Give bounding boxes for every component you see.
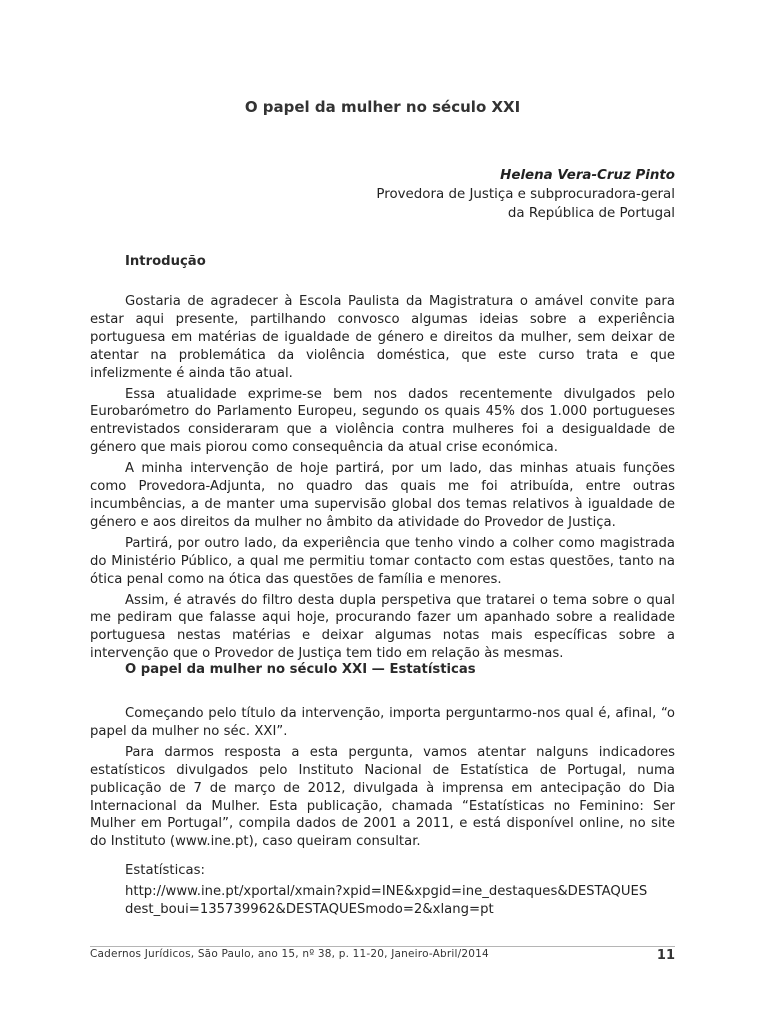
section-heading-introducao: Introdução (125, 254, 206, 269)
author-role-line-1: Provedora de Justiça e subprocuradora-geral (376, 187, 675, 202)
document-page (90, 0, 675, 1024)
section-heading-estatisticas: O papel da mulher no século XXI — Estatísticas (125, 662, 476, 677)
paragraph: Essa atualidade exprime-se bem nos dados recentemente divulgados pelo Eurobarómetro do Parlamento Europeu, segundo os quais 45% dos 1.000 portugueses entrevistados consideraram que a violência contra mulheres foi a desigualdade de género que mais piorou como consequência da atual crise económica. (90, 386, 675, 456)
footer-divider (90, 946, 675, 947)
document-title: O papel da mulher no século XXI (244, 98, 521, 116)
paragraph: A minha intervenção de hoje partirá, por um lado, das minhas atuais funções como Provedora-Adjunta, no quadro das quais me foi atribuída, entre outras incumbências, a de manter uma supervisão global dos temas relativos à igualdade de género e aos direitos da mulher no âmbito da atividade do Provedor de Justiça. (90, 461, 675, 530)
paragraph: Assim, é através do filtro desta dupla perspetiva que tratarei o tema sobre o qual me pediram que falasse aqui hoje, procurando fazer um apanhado sobre a realidade portuguesa nestas matérias e deixar algumas notas mais específicas sobre a intervenção que o Provedor de Justiça tem tido em relação às mesmas. (90, 592, 675, 662)
paragraph: Estatísticas: (125, 863, 206, 879)
author-block (376, 166, 675, 223)
author-role-line-2: da República de Portugal (507, 206, 675, 221)
paragraph: Começando pelo título da intervenção, importa perguntarmo-nos qual é, afinal, “o papel da mulher no séc. XXI”. (90, 706, 675, 739)
section-body-estatisticas (90, 705, 675, 919)
statistics-url-line-1[interactable]: http://www.ine.pt/xportal/xmain?xpid=INE&xpgid=ine_destaques&DESTAQUES (125, 884, 648, 900)
author-name: Helena Vera-Cruz Pinto (500, 168, 675, 183)
paragraph: Para darmos resposta a esta pergunta, vamos atentar nalguns indicadores estatísticos divulgados pelo Instituto Nacional de Estatística de Portugal, numa publicação de 7 de março de 2012, divulgada à imprensa em antecipação do Dia Internacional da Mulher. Esta publicação, chamada “Estatísticas no Feminino: Ser Mulher em Portugal”, compila dados de 2001 a 2011, e está disponível online, no site do Instituto (www.ine.pt), caso queiram consultar. (90, 744, 675, 850)
page-number: 11 (656, 948, 675, 963)
paragraph: Partirá, por outro lado, da experiência que tenho vindo a colher como magistrada do Ministério Público, a qual me permitiu tomar contacto com estas questões, tanto na ótica penal como na ótica das questões de família e menores. (90, 535, 675, 587)
statistics-url-line-2[interactable]: dest_boui=135739962&DESTAQUESmodo=2&xlang=pt (125, 902, 494, 918)
footer-citation: Cadernos Jurídicos, São Paulo, ano 15, nº 38, p. 11-20, Janeiro-Abril/2014 (90, 948, 489, 960)
section-body-introducao (90, 293, 675, 666)
paragraph: Gostaria de agradecer à Escola Paulista da Magistratura o amável convite para estar aqui presente, partilhando convosco algumas ideias sobre a experiência portuguesa em matérias de igualdade de género e direitos da mulher, sem deixar de atentar na problemática da violência doméstica, que este curso trata e que infelizmente é ainda tão atual. (90, 294, 675, 381)
